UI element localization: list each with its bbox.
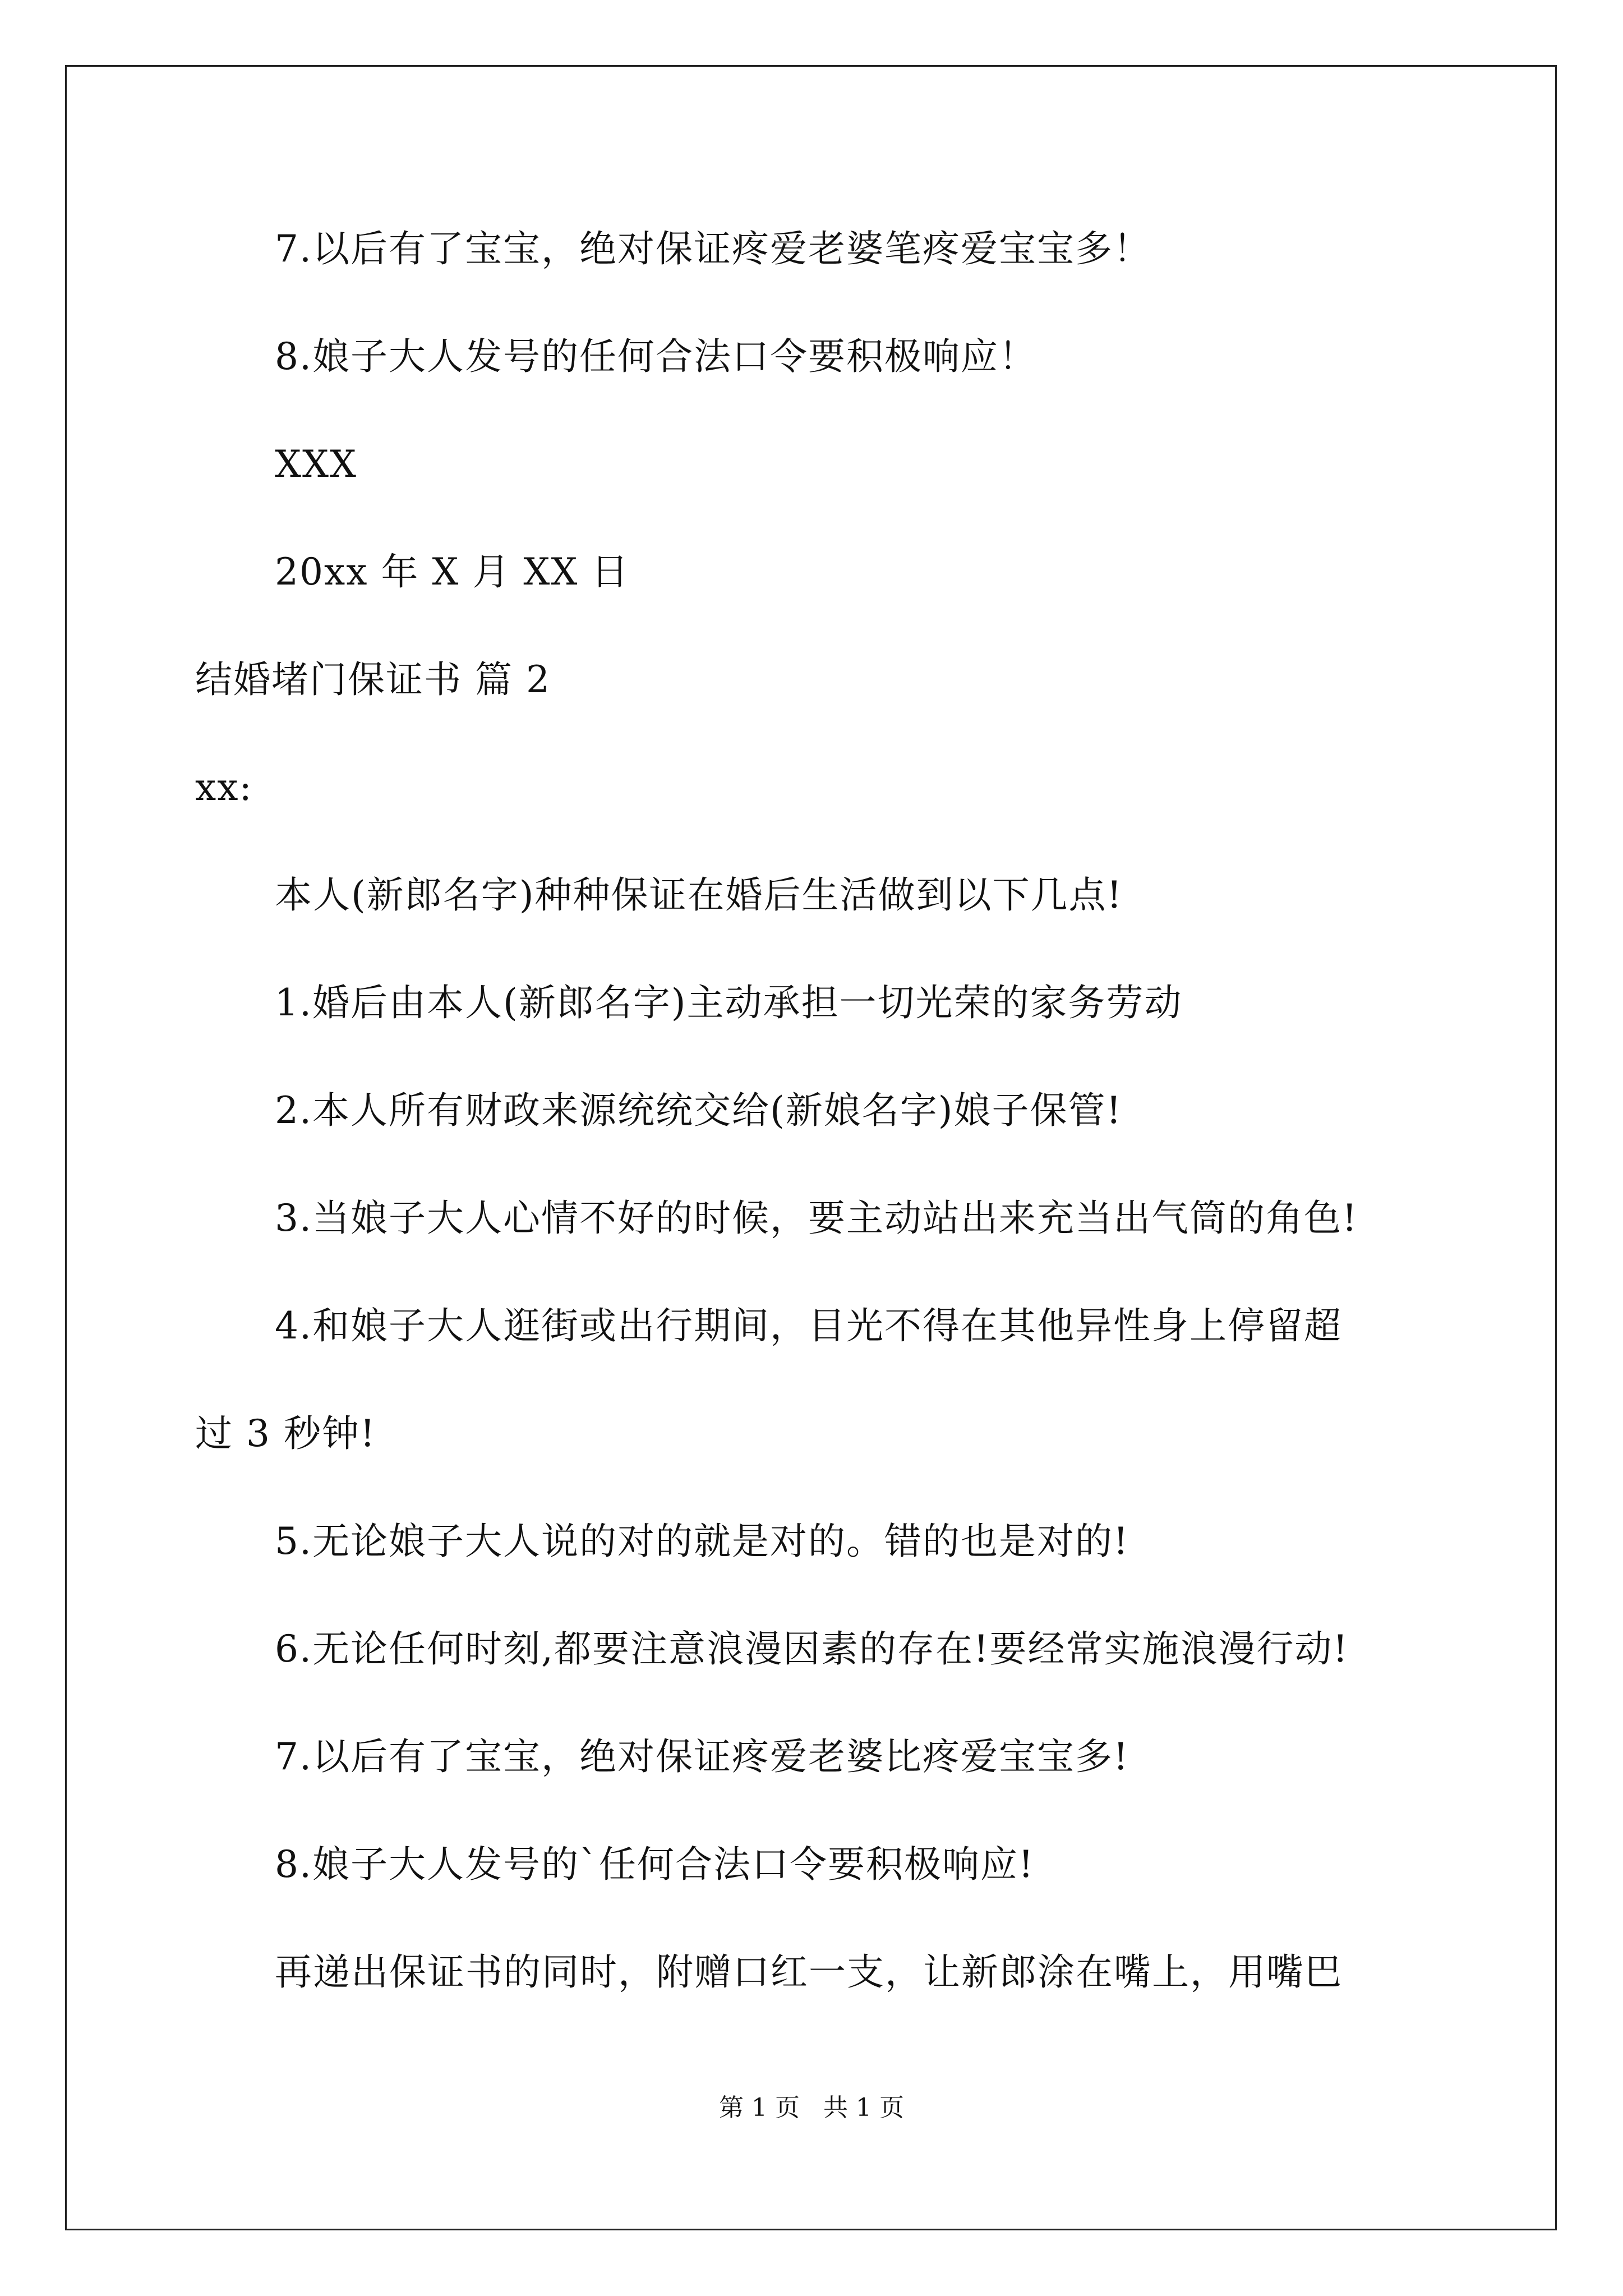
list-item: 5.无论娘子大人说的对的就是对的。错的也是对的!: [275, 1520, 1129, 1563]
list-item: 2.本人所有财政来源统统交给(新娘名字)娘子保管!: [275, 1089, 1122, 1132]
text-line: XXX: [275, 443, 357, 486]
text-line: 本人(新郎名字)种种保证在婚后生活做到以下几点!: [275, 873, 1123, 917]
text-line: 20xx 年 X 月 XX 日: [275, 550, 630, 593]
list-item: 6.无论任何时刻,都要注意浪漫因素的存在!要经常实施浪漫行动!: [275, 1627, 1349, 1671]
list-item: 1.婚后由本人(新郎名字)主动承担一切光荣的家务劳动: [275, 981, 1183, 1024]
section-heading: 结婚堵门保证书 篇 2: [195, 658, 551, 701]
text-line: 8.娘子大人发号的任何合法口令要积极响应！: [275, 335, 1037, 378]
list-item-continuation: 过 3 秒钟!: [195, 1412, 376, 1455]
list-item: 3.当娘子大人心情不好的时候，要主动站出来充当出气筒的角色!: [275, 1197, 1358, 1240]
page-footer: 第 1 页 共 1 页: [719, 2093, 904, 2122]
text-line: 7.以后有了宝宝，绝对保证疼爱老婆笔疼爱宝宝多！: [275, 227, 1151, 270]
page-border: [65, 65, 1557, 2230]
salutation: xx:: [195, 766, 253, 809]
text-line: 再递出保证书的同时，附赠口红一支，让新郎涂在嘴上，用嘴巴: [275, 1950, 1343, 1994]
list-item: 8.娘子大人发号的`任何合法口令要积极响应!: [275, 1843, 1035, 1886]
list-item: 7.以后有了宝宝，绝对保证疼爱老婆比疼爱宝宝多!: [275, 1735, 1129, 1778]
list-item: 4.和娘子大人逛街或出行期间，目光不得在其他异性身上停留超: [275, 1304, 1342, 1347]
